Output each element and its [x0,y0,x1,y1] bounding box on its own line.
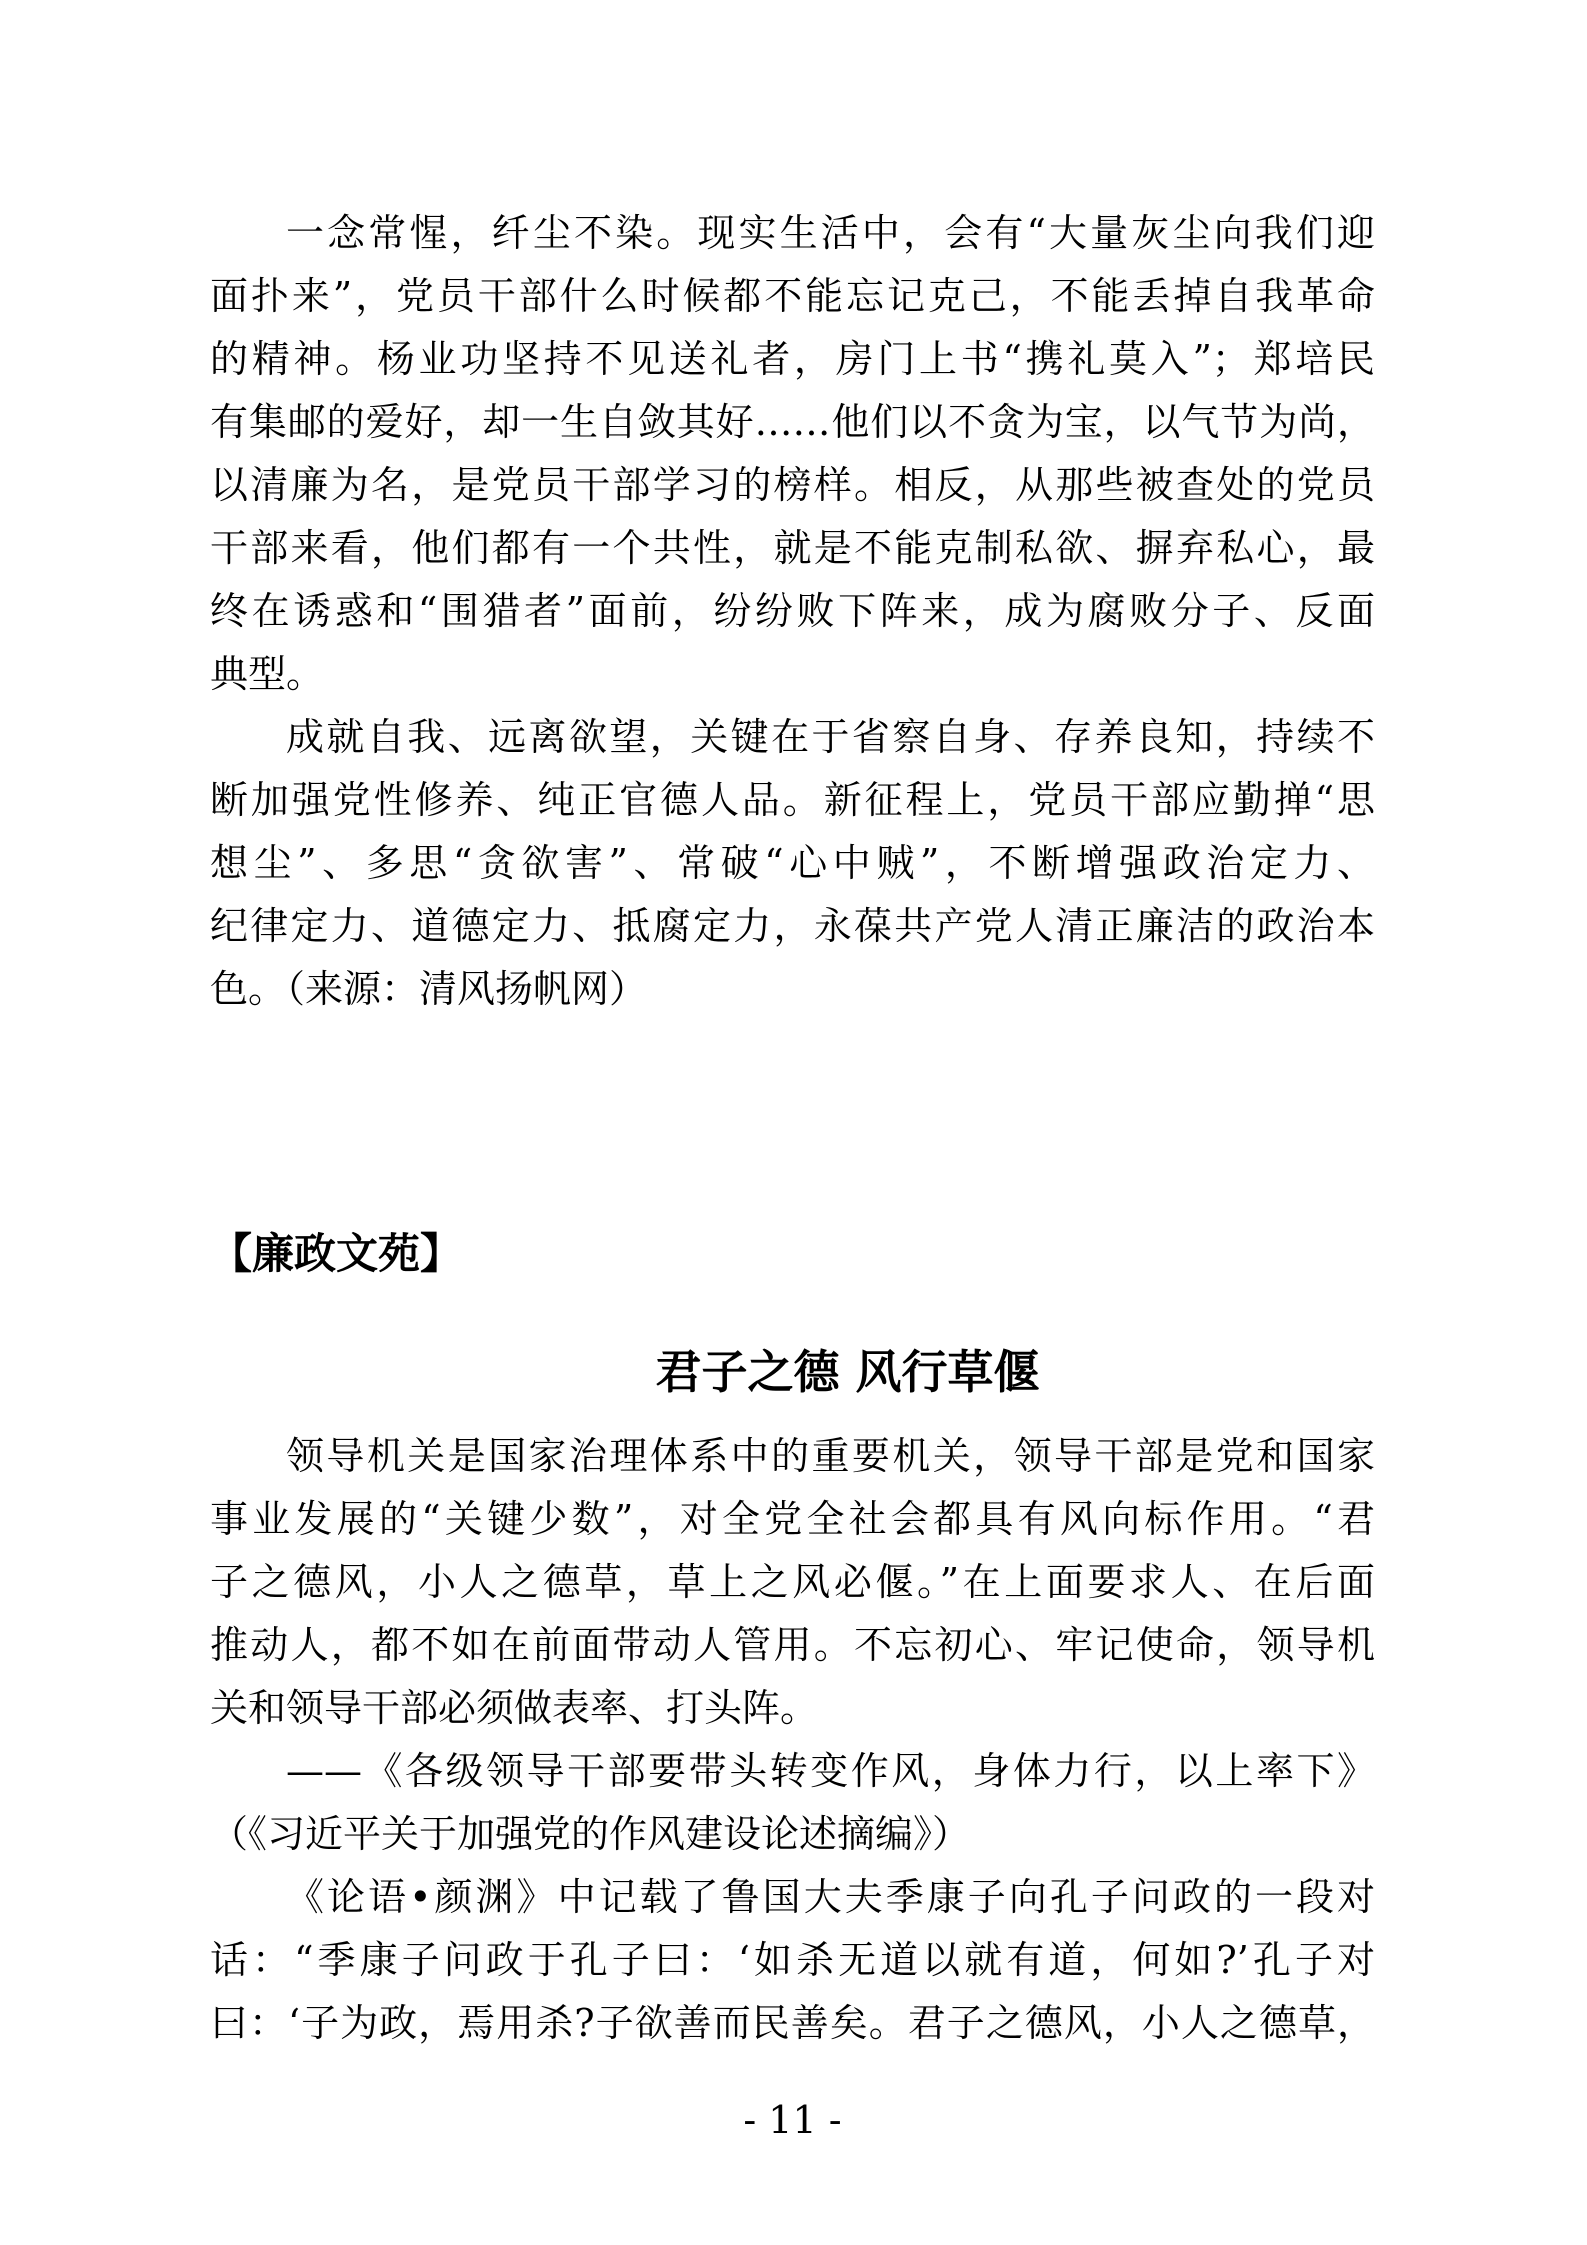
text-line: 的精神。杨业功坚持不见送礼者，房门上书“携礼莫入”；郑培民 [210,337,1375,381]
text-line: 终在诱惑和“围猎者”面前，纷纷败下阵来，成为腐败分子、反面 [210,589,1375,633]
paragraph-5 [210,1866,1375,2055]
page-number: - 11 - [743,2098,842,2142]
text-line: 成就自我、远离欲望，关键在于省察自身、存养良知，持续不 [286,715,1375,759]
text-line: 《论语•颜渊》中记载了鲁国大夫季康子向孔子问政的一段对 [286,1875,1375,1919]
text-line: 色。（来源：清风扬帆网） [210,967,648,1011]
text-line: 子之德风，小人之德草，草上之风必偃。”在上面要求人、在后面 [210,1560,1375,1604]
text-line: 话：“季康子问政于孔子曰：‘如杀无道以就有道，何如?’孔子对 [210,1938,1375,1982]
text-line: 关和领导干部必须做表率、打头阵。 [210,1686,819,1730]
text-line: ——《各级领导干部要带头转变作风，身体力行，以上率下》 [286,1749,1375,1793]
text-line: 以清廉为名，是党员干部学习的榜样。相反，从那些被查处的党员 [210,463,1375,507]
text-line: 干部来看，他们都有一个共性，就是不能克制私欲、摒弃私心，最 [210,526,1375,570]
paragraph-4-quote-attribution [210,1740,1375,1866]
text-line: 断加强党性修养、纯正官德人品。新征程上，党员干部应勤掸“思 [210,778,1375,822]
paragraph-2 [210,706,1375,1021]
text-line: （《习近平关于加强党的作风建设论述摘编》） [210,1812,971,1856]
text-line: 面扑来”，党员干部什么时候都不能忘记克己，不能丢掉自我革命 [210,274,1375,318]
text-line: 领导机关是国家治理体系中的重要机关，领导干部是党和国家 [286,1434,1375,1478]
text-line: 事业发展的“关键少数”，对全党全社会都具有风向标作用。“君 [210,1497,1375,1541]
section-header: 【廉政文苑】 [210,1229,463,1278]
text-line: 一念常惺，纤尘不染。现实生活中，会有“大量灰尘向我们迎 [286,211,1375,255]
article-title: 君子之德 风行草偃 [655,1345,1040,1399]
text-line: 想尘”、多思“贪欲害”、常破“心中贼”，不断增强政治定力、 [210,841,1375,885]
text-line: 曰：‘子为政，焉用杀?子欲善而民善矣。君子之德风，小人之德草， [210,2001,1375,2045]
text-line: 典型。 [210,652,325,696]
text-line: 纪律定力、道德定力、抵腐定力，永葆共产党人清正廉洁的政治本 [210,904,1375,948]
paragraph-3 [210,1425,1375,1740]
text-line: 有集邮的爱好，却一生自敛其好……他们以不贪为宝，以气节为尚， [210,400,1375,444]
text-column [210,202,1375,2152]
text-line: 推动人，都不如在前面带动人管用。不忘初心、牢记使命，领导机 [210,1623,1375,1667]
paragraph-1 [210,202,1375,706]
